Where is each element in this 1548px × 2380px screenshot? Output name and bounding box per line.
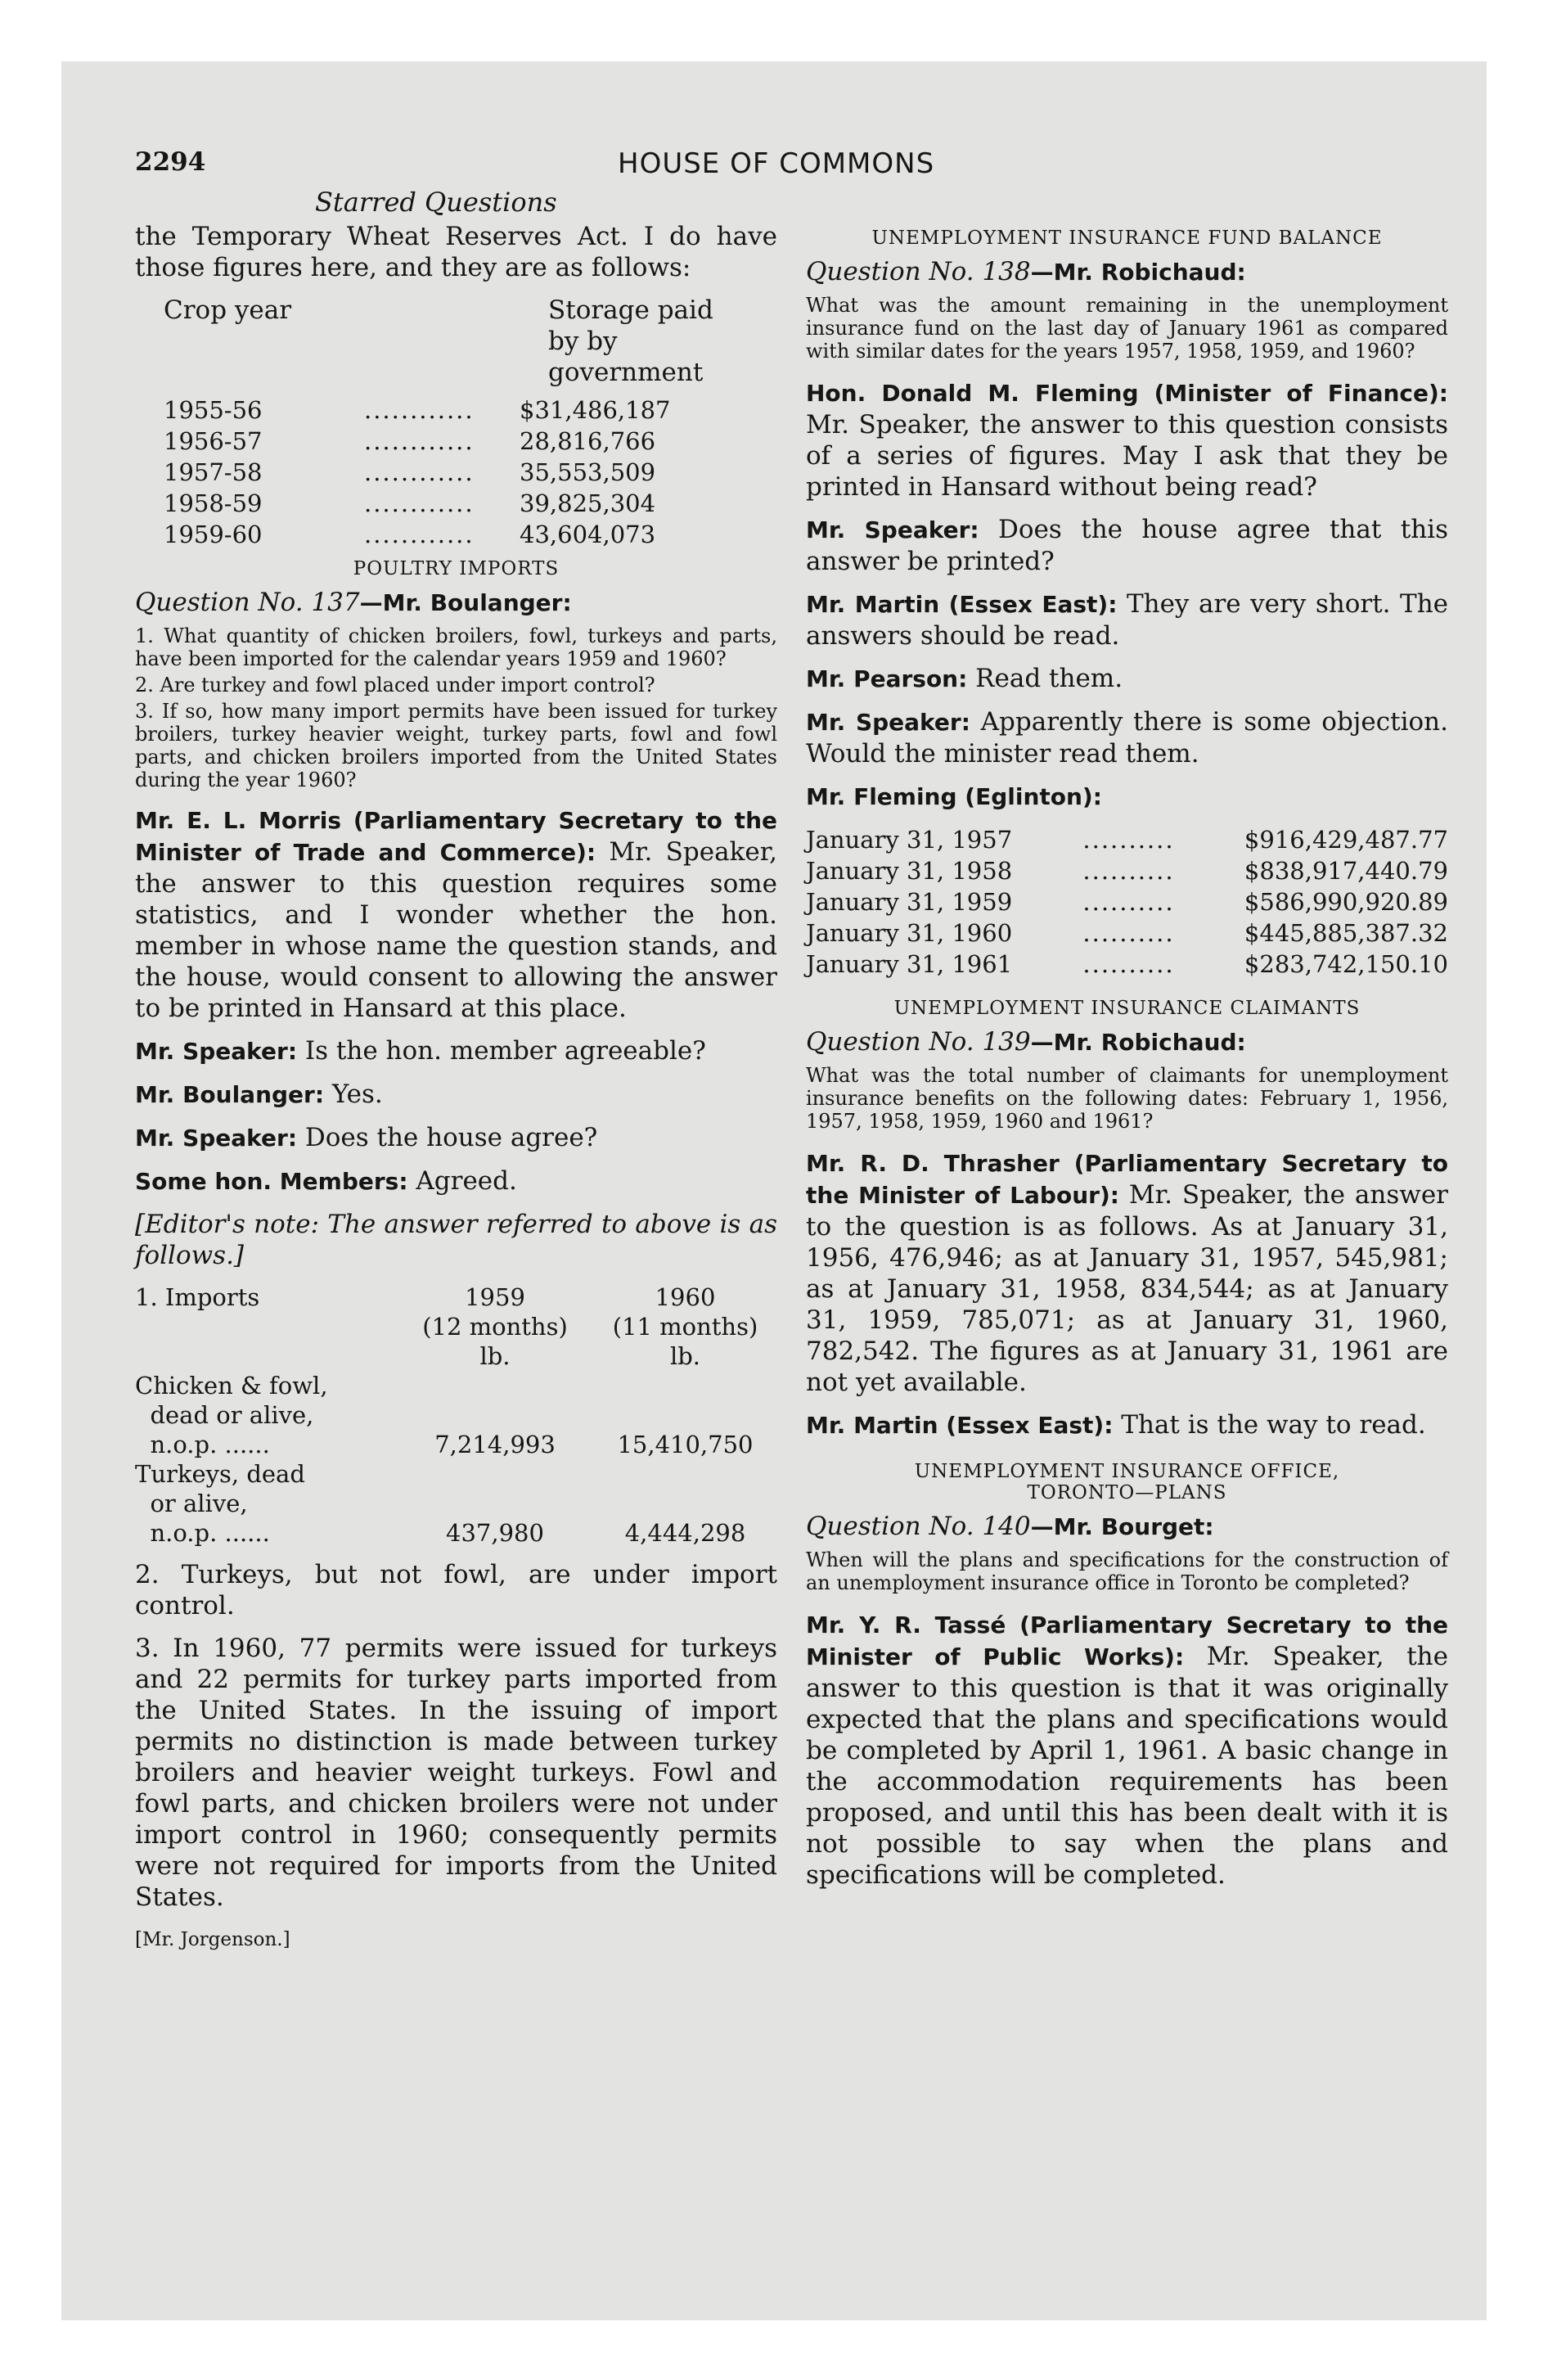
question-138-text: What was the amount remaining in the unemployment insurance fund on the last day of January 1961 as compared with similar dates for the years 1957, 1958, 1959, and 1960? — [806, 294, 1448, 363]
storage-paid-header: Storage paid by by government — [548, 295, 713, 387]
question-139: Question No. 139—Mr. Robichaud: — [806, 1027, 1246, 1057]
table-row: January 31, 1961 .......... $283,742,150.10 — [806, 950, 1448, 978]
speaker-remark: Mr. Speaker: Does the house agree? — [135, 1123, 598, 1152]
editor-note: [Editor's note: The answer referred to above is as follows.] — [135, 1210, 777, 1270]
speaker-remark: Mr. Speaker: Does the house agree that this answer be printed? — [806, 515, 1448, 576]
claimants-heading: UNEMPLOYMENT INSURANCE CLAIMANTS — [893, 998, 1361, 1019]
section-heading: Starred Questions — [315, 187, 557, 218]
storage-table — [135, 394, 671, 550]
thrasher-answer: Mr. R. D. Thrasher (Parliamentary Secretary to the Minister of Labour): Mr. Speaker, the answer to the question is as follows. As at January 31, 1956, 476,946; as at January 31, 1957, 545,981; as at January 31, 1958, 834,544; as at January 31, 1959, 785,071; as at January 31, 1960, 782,542. The figures as at January 31, 1961 are not yet available. — [806, 1150, 1448, 1397]
question-139-text: What was the total number of claimants for unemployment insurance benefits on the following dates: February 1, 1956, 1957, 1958, 1959, 1960 and 1961? — [806, 1064, 1448, 1133]
martin-remark: Mr. Martin (Essex East): That is the way to read. — [806, 1410, 1426, 1440]
table-row: 1955-56 ............ $31,486,187 — [164, 396, 671, 424]
question-137-item: 1. What quantity of chicken broilers, fowl, turkeys and parts, have been imported for the calendar years 1959 and 1960? — [135, 624, 777, 670]
table-row: Turkeys, dead or alive, n.o.p. ...... 437,980 4,444,298 — [135, 1460, 746, 1547]
table-row: 1957-58 ............ 35,553,509 — [164, 458, 656, 486]
intro-paragraph: the Temporary Wheat Reserves Act. I do have those figures here, and they are as follows: — [135, 222, 777, 282]
martin-remark: Mr. Martin (Essex East): They are very short. The answers should be read. — [806, 589, 1449, 651]
boulanger-remark: Mr. Boulanger: Yes. — [135, 1080, 383, 1109]
fund-balance-heading: UNEMPLOYMENT INSURANCE FUND BALANCE — [871, 228, 1383, 249]
table-row: 1959-60 ............ 43,604,073 — [164, 521, 656, 548]
fund-balance-table — [806, 824, 1448, 980]
answer-3: 3. In 1960, 77 permits were issued for turkeys and 22 permits for turkey parts imported from the United States. In the issuing of import permits no distinction is made between turkey broilers and heavier weight turkeys. Fowl and fowl parts, and chicken broilers were not under import control in 1960; consequently permits were not required for imports from the United States. — [135, 1634, 777, 1912]
fleming-answer: Hon. Donald M. Fleming (Minister of Finance): Mr. Speaker, the answer to this question consists of a series of figures. May I ask that they be printed in Hansard without being read? — [806, 380, 1448, 502]
table-row: 1. Imports 1959 (12 months) lb. 1960 (11 months) lb. — [135, 1283, 758, 1370]
question-140: Question No. 140—Mr. Bourget: — [806, 1512, 1214, 1541]
table-row: 1958-59 ............ 39,825,304 — [164, 489, 656, 517]
speaker-remark: Mr. Speaker: Is the hon. member agreeable? — [135, 1036, 706, 1066]
question-137-item: 2. Are turkey and fowl placed under import control? — [135, 674, 655, 696]
question-137-item: 3. If so, how many import permits have been issued for turkey broilers, turkey heavier weight, turkey parts, fowl and fowl parts, and chicken broilers imported from the United States during the year 1960? — [135, 700, 777, 791]
footer-speaker: [Mr. Jorgenson.] — [135, 1929, 290, 1950]
pearson-remark: Mr. Pearson: Read them. — [806, 664, 1123, 693]
tasse-answer: Mr. Y. R. Tassé (Parliamentary Secretary to the Minister of Public Works): Mr. Speaker, the answer to this question is that it was originally expected that the plans and specifications would be completed by April 1, 1961. A basic change in the accommodation requirements has been proposed, and until this has been dealt with it is not possible to say when the plans and specifications will be completed. — [806, 1611, 1448, 1890]
table-row: January 31, 1957 .......... $916,429,487.77 — [806, 826, 1448, 854]
table-row: January 31, 1958 .......... $838,917,440.79 — [806, 857, 1448, 885]
speaker-remark: Mr. Speaker: Apparently there is some objection. Would the minister read them. — [806, 707, 1448, 769]
imports-table — [135, 1282, 777, 1548]
question-138: Question No. 138—Mr. Robichaud: — [806, 257, 1246, 286]
question-140-text: When will the plans and specifications for the construction of an unemployment insurance office in Toronto be completed? — [806, 1548, 1448, 1594]
left-column — [135, 221, 777, 1950]
storage-table-header — [135, 295, 777, 388]
fleming-eglinton-remark: Mr. Fleming (Eglinton): — [806, 783, 1102, 810]
table-row: Chicken & fowl, dead or alive, n.o.p. ...... 7,214,993 15,410,750 — [135, 1372, 754, 1458]
office-heading: UNEMPLOYMENT INSURANCE OFFICE, TORONTO—PLANS — [914, 1461, 1340, 1503]
page-number: 2294 — [135, 147, 206, 177]
crop-year-header: Crop year — [164, 295, 292, 325]
table-row: January 31, 1959 .......... $586,990,920.89 — [806, 888, 1448, 916]
members-remark: Some hon. Members: Agreed. — [135, 1166, 517, 1196]
morris-answer: Mr. E. L. Morris (Parliamentary Secretary to the Minister of Trade and Commerce): Mr. Speaker, the answer to this question requires some statistics, and I wonder whether the hon. member in whose name the question stands, and the house, would consent to allowing the answer to be printed in Hansard at this place. — [135, 807, 777, 1023]
question-137: Question No. 137—Mr. Boulanger: — [135, 588, 572, 617]
page-title: HOUSE OF COMMONS — [618, 147, 935, 180]
table-row: 1956-57 ............ 28,816,766 — [164, 427, 656, 455]
table-row: January 31, 1960 .......... $445,885,387.32 — [806, 919, 1448, 947]
right-column — [806, 221, 1448, 1902]
answer-2: 2. Turkeys, but not fowl, are under import control. — [135, 1560, 777, 1620]
poultry-heading: POULTRY IMPORTS — [353, 558, 560, 579]
